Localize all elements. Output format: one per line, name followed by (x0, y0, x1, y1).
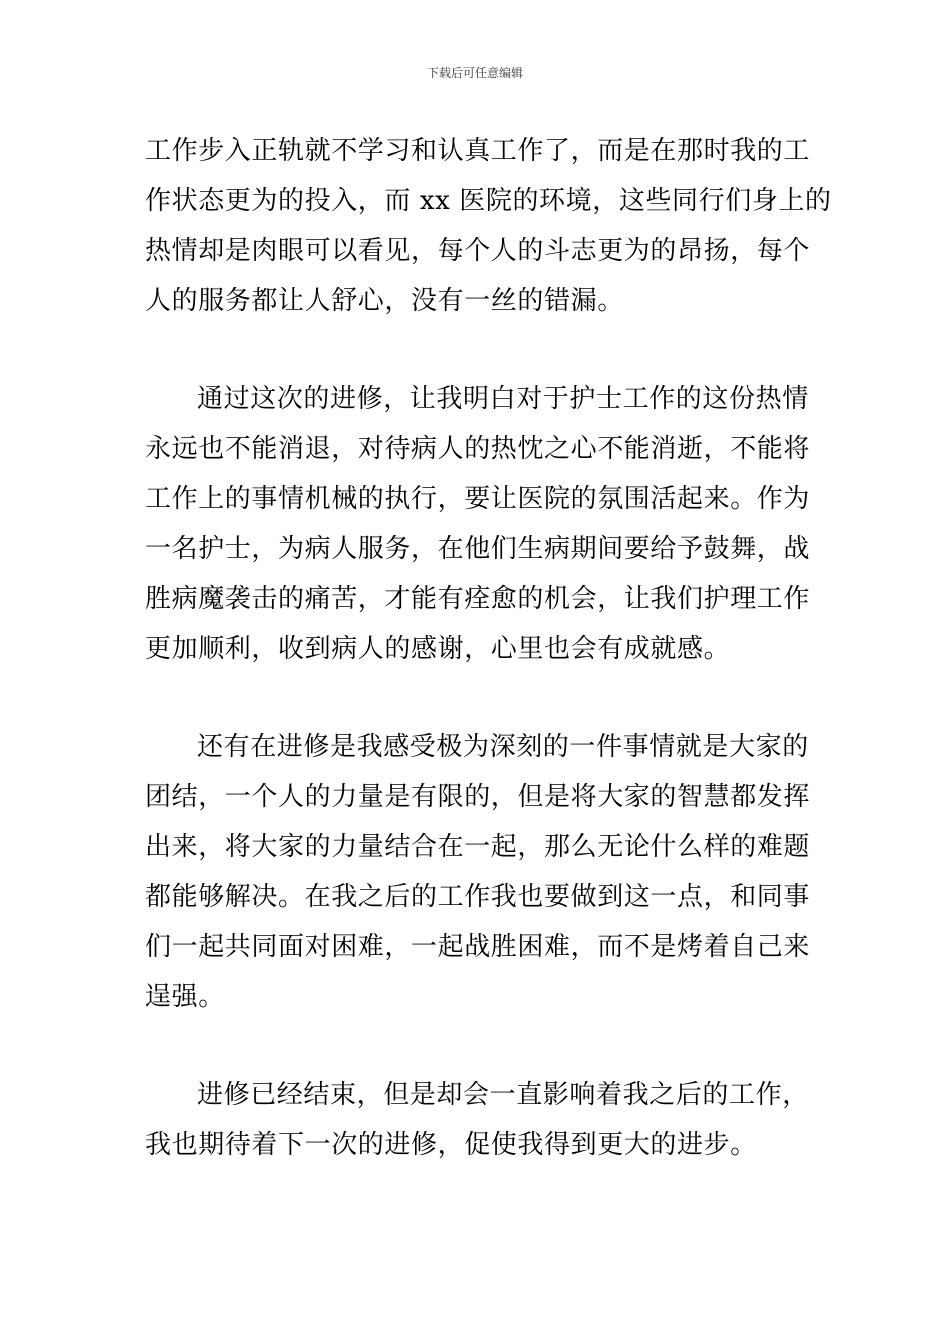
page-header: 下载后可任意编辑 (426, 66, 523, 80)
text-line: 一名护士，为病人服务，在他们生病期间要给予鼓舞，战 (145, 534, 811, 564)
text-line: 出来，将大家的力量结合在一起，那么无论什么样的难题 (145, 832, 811, 862)
text-line: 还有在进修是我感受极为深刻的一件事情就是大家的 (197, 732, 809, 762)
text-line: 作状态更为的投入，而 xx 医院的环境，这些同行们身上的 (145, 186, 832, 216)
paragraph-2 (145, 374, 811, 674)
paragraph-1 (145, 126, 832, 326)
text-line: 胜病魔袭击的痛苦，才能有痊愈的机会，让我们护理工作 (145, 584, 811, 614)
text-line: 都能够解决。在我之后的工作我也要做到这一点，和同事 (145, 882, 811, 912)
text-line: 通过这次的进修，让我明白对于护士工作的这份热情 (197, 384, 809, 414)
paragraph-3 (145, 722, 811, 1022)
text-line: 逞强。 (145, 982, 225, 1012)
text-line: 永远也不能消退，对待病人的热忱之心不能消逝，不能将 (145, 434, 811, 464)
text-line: 人的服务都让人舒心，没有一丝的错漏。 (145, 286, 624, 316)
text-line: 工作上的事情机械的执行，要让医院的氛围活起来。作为 (145, 484, 811, 514)
paragraph-4 (145, 1070, 809, 1170)
text-line: 们一起共同面对困难，一起战胜困难，而不是烤着自己来 (145, 932, 811, 962)
text-line: 进修已经结束，但是却会一直影响着我之后的工作， (197, 1080, 809, 1110)
text-line: 团结，一个人的力量是有限的，但是将大家的智慧都发挥 (145, 782, 811, 812)
text-line: 更加顺利，收到病人的感谢，心里也会有成就感。 (145, 634, 731, 664)
text-line: 我也期待着下一次的进修，促使我得到更大的进步。 (145, 1130, 757, 1160)
text-line: 工作步入正轨就不学习和认真工作了，而是在那时我的工 (145, 136, 811, 166)
text-line: 热情却是肉眼可以看见，每个人的斗志更为的昂扬，每个 (145, 236, 811, 266)
